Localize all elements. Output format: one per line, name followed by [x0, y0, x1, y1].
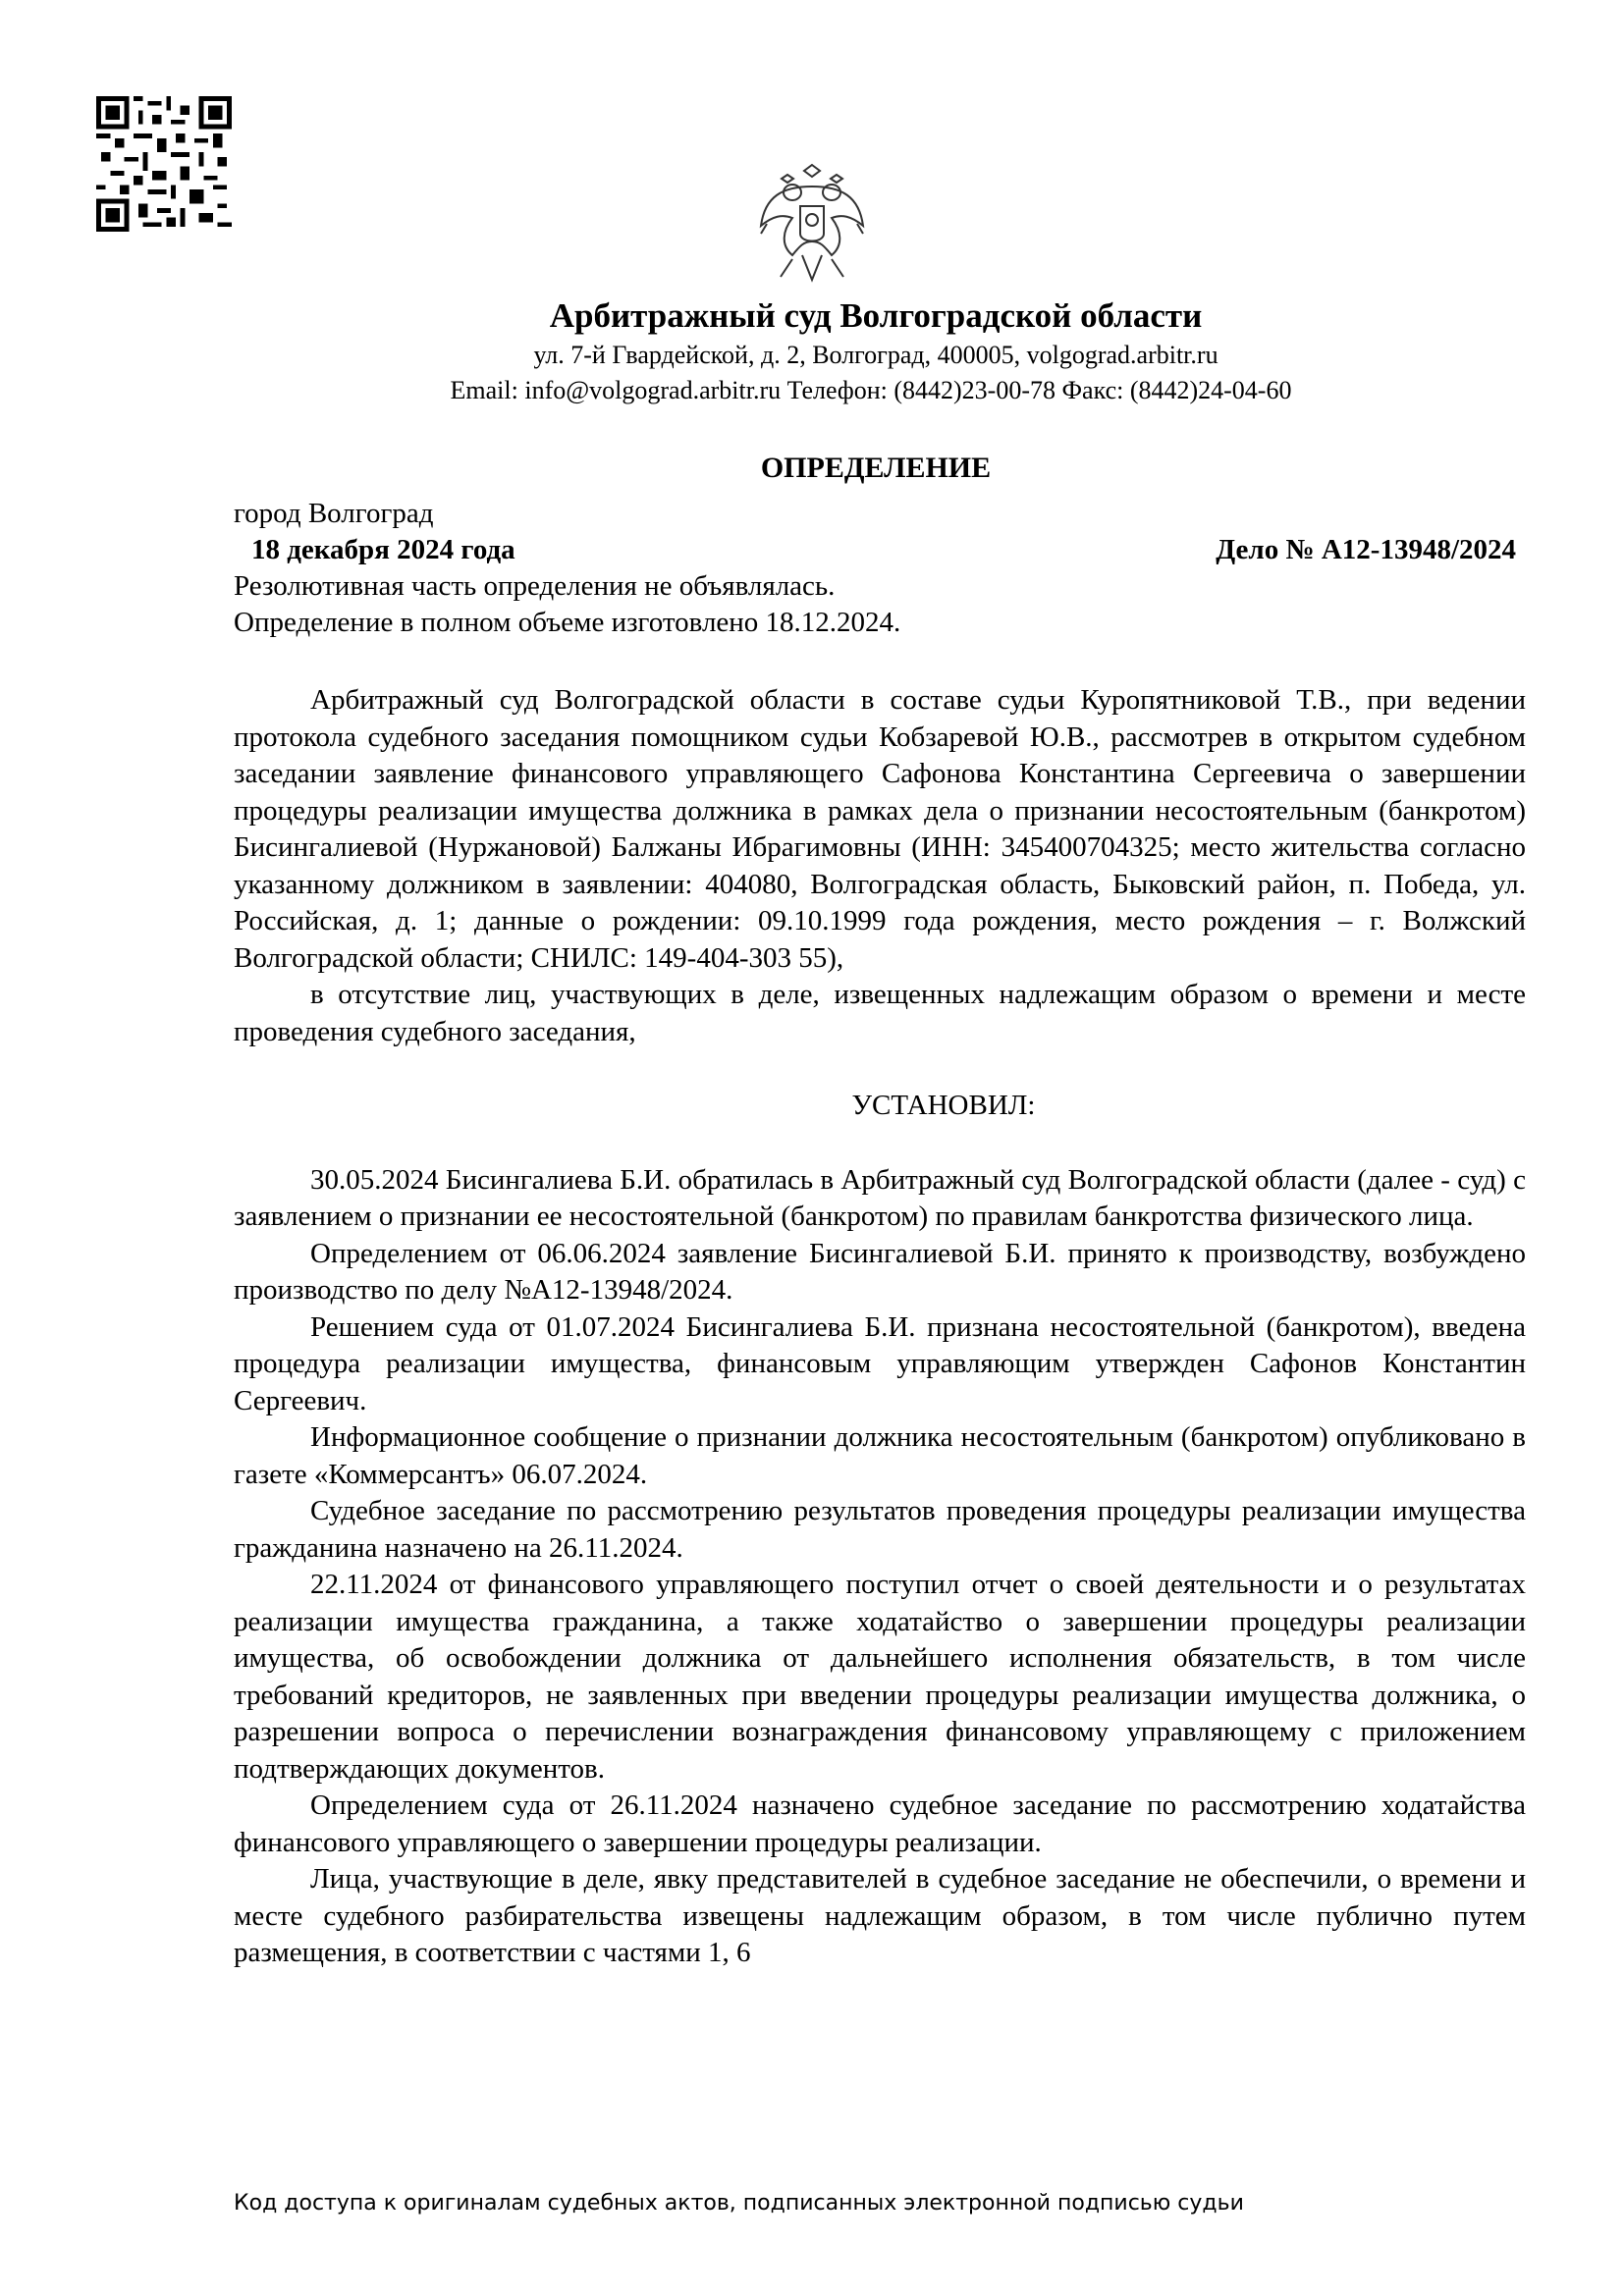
finding-paragraph: 30.05.2024 Бисингалиева Б.И. обратилась в Арбитражный суд Волгоградской области (далее - суд) с заявлением о признании ее несостоятельной (банкротом) по правилам банкротства физического лица.	[234, 1163, 1526, 1232]
finding-paragraph: Информационное сообщение о признании должника несостоятельным (банкротом) опубликовано в газете «Коммерсантъ» 06.07.2024.	[234, 1421, 1526, 1490]
access-code-footer: Код доступа к оригиналам судебных актов, подписанных электронной подписью судьи	[234, 2191, 1244, 2216]
case-number: Дело № А12-13948/2024	[1216, 534, 1516, 565]
finding-paragraph: Определением суда от 26.11.2024 назначено судебное заседание по рассмотрению ходатайства финансового управляющего о завершении процедуры реализации.	[234, 1789, 1526, 1858]
intro-paragraph: Арбитражный суд Волгоградской области в составе судьи Куропятниковой Т.В., при ведении протокола судебного заседания помощником судьи Кобзаревой Ю.В., рассмотрев в открытом судебном заседании заявление финансового управляющего Сафонова Константина Сергеевича о завершении процедуры реализации имущества должника в рамках дела о признании несостоятельным (банкротом) Бисингалиевой (Нуржановой) Балжаны Ибрагимовны (ИНН: 345400704325; место жительства согласно указанному должником в заявлении: 404080, Волгоградская область, Быковский район, п. Победа, ул. Российская, д. 1; данные о рождении: 09.10.1999 года рождения, место рождения – г. Волжский Волгоградской области; СНИЛС: 149-404-303 55),	[234, 684, 1526, 974]
court-contacts: Email: info@volgograd.arbitr.ru Телефон: (8442)23-00-78 Факс: (8442)24-04-60	[450, 376, 1292, 404]
finding-paragraph: Лица, участвующие в деле, явку представителей в судебное заседание не обеспечили, о времени и месте судебного разбирательства извещены надлежащим образом, в том числе публично путем размещения, в соответствии с частями 1, 6	[234, 1863, 1526, 1968]
finding-paragraph: Определением от 06.06.2024 заявление Бисингалиевой Б.И. принято к производству, возбуждено производство по делу №А12-13948/2024.	[234, 1237, 1526, 1306]
document-date: 18 декабря 2024 года	[251, 534, 515, 565]
court-address: ул. 7-й Гвардейской, д. 2, Волгоград, 400005, volgograd.arbitr.ru	[533, 341, 1218, 369]
court-header	[0, 294, 1624, 408]
finding-paragraph: Судебное заседание по рассмотрению результатов проведения процедуры реализации имущества гражданина назначено на 26.11.2024.	[234, 1495, 1526, 1564]
coat-of-arms-icon	[753, 157, 871, 290]
document-body	[234, 682, 1526, 1972]
finding-paragraph: 22.11.2024 от финансового управляющего поступил отчет о своей деятельности и о результатах реализации имущества гражданина, а также ходатайство о завершении процедуры реализации имущества, об освобождении должника от дальнейшего исполнения обязательств, в том числе требований кредиторов, не заявленных при введении процедуры реализации имущества должника, о разрешении вопроса о перечислении вознаграждения финансовому управляющему с приложением подтверждающих документов.	[234, 1569, 1526, 1785]
document-type-title: ОПРЕДЕЛЕНИЕ	[760, 452, 992, 484]
court-name: Арбитражный суд Волгоградской области	[549, 296, 1203, 335]
intro-paragraph: в отсутствие лиц, участвующих в деле, извещенных надлежащим образом о времени и месте проведения судебного заседания,	[234, 979, 1526, 1047]
established-heading: УСТАНОВИЛ:	[851, 1090, 1036, 1121]
qr-code-icon	[96, 96, 232, 232]
resolution-note: Резолютивная часть определения не объявлялась.	[234, 570, 836, 602]
city: город Волгоград	[234, 498, 434, 529]
full-text-note: Определение в полном объеме изготовлено 18.12.2024.	[234, 607, 901, 638]
document-meta	[234, 496, 1526, 641]
finding-paragraph: Решением суда от 01.07.2024 Бисингалиева Б.И. признана несостоятельной (банкротом), введена процедура реализации имущества, финансовым управляющим утвержден Сафонов Константин Сергеевич.	[234, 1310, 1526, 1416]
